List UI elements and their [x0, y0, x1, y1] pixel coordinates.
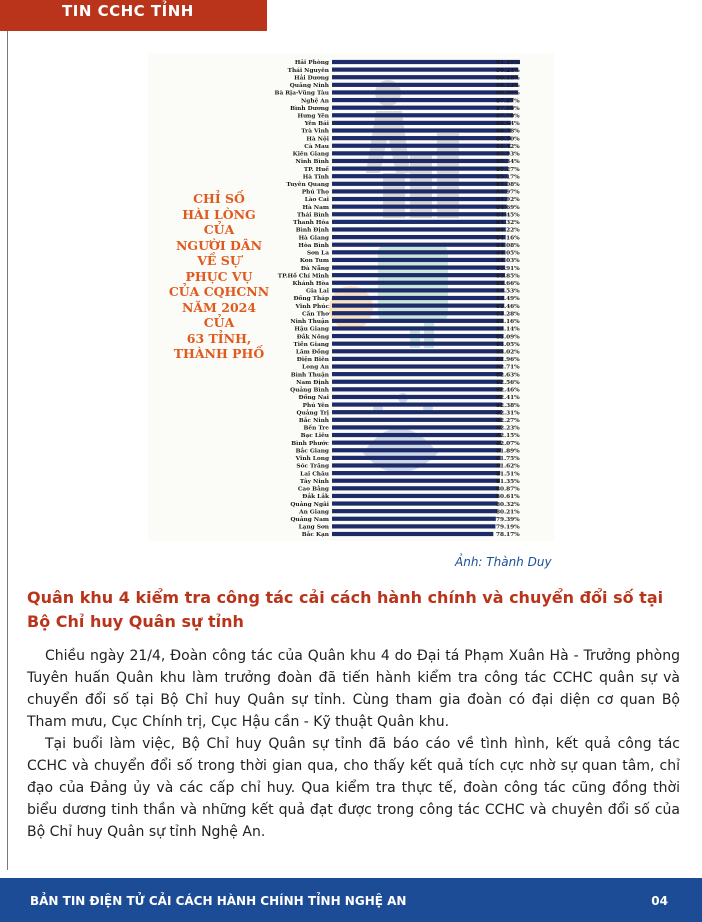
chart-bar [332, 448, 501, 452]
value-label: 83.16% [496, 319, 520, 326]
chart-bar [332, 121, 511, 125]
category-label: Hà Nam [302, 204, 329, 211]
value-label: 91.10% [496, 60, 520, 67]
value-label: 84.08% [496, 242, 520, 249]
chart-title-line: CỦA [203, 222, 235, 237]
category-label: Thanh Hóa [293, 220, 329, 227]
value-label: 87.87% [496, 98, 520, 105]
value-label: 85.17% [496, 174, 520, 181]
chart-title-line: NGƯỜI DÂN [175, 237, 263, 253]
value-label: 82.41% [496, 395, 520, 402]
category-label: Lâm Đồng [295, 349, 329, 356]
category-label: Lạng Sơn [298, 524, 329, 531]
chart-bar [332, 334, 503, 338]
chart-title-line: CHỈ SỐ [193, 191, 245, 206]
category-label: Cà Mau [304, 143, 329, 150]
chart-bar [332, 410, 502, 414]
category-label: Yên Bái [304, 121, 329, 128]
category-label: Hưng Yên [297, 113, 329, 120]
chart-bar [332, 83, 520, 90]
value-label: 82.63% [496, 372, 520, 379]
value-label: 84.69% [496, 204, 520, 211]
value-label: 78.17% [496, 532, 520, 539]
value-label: 84.22% [496, 227, 520, 234]
value-label: 83.14% [496, 326, 520, 333]
value-label: 83.85% [496, 273, 520, 280]
category-label: Quảng Trị [296, 410, 329, 417]
chart-bar [332, 106, 513, 110]
chart-bar [332, 501, 498, 505]
value-label: 86.42% [496, 143, 520, 150]
value-label: 82.46% [496, 387, 520, 394]
category-label: Sơn La [306, 250, 329, 257]
value-label: 86.58% [496, 128, 520, 135]
article-headline: Quân khu 4 kiểm tra công tác cải cách hành chính và chuyển đổi số tại Bộ Chỉ huy Quân sự tỉnh [27, 588, 664, 631]
value-label: 80.21% [496, 509, 520, 516]
value-label: 81.35% [496, 478, 520, 485]
category-label: Nghệ An [301, 98, 329, 105]
chart-bar [332, 357, 503, 361]
category-label: Phú Thọ [301, 189, 329, 196]
chart-bar [332, 288, 504, 292]
category-label: Long An [302, 364, 329, 371]
value-label: 83.46% [496, 303, 520, 310]
value-label: 83.91% [496, 265, 520, 272]
chart-bar [332, 433, 502, 437]
value-label: 82.27% [496, 418, 520, 425]
value-label: 86.64% [496, 121, 520, 128]
chart-bar [332, 220, 506, 224]
chart-bar [332, 494, 498, 498]
footer-title: BẢN TIN ĐIỆN TỬ CẢI CÁCH HÀNH CHÍNH TỈNH NGHỆ AN [30, 894, 407, 908]
chart-bar [332, 166, 508, 170]
value-label: 80.32% [496, 501, 520, 508]
value-label: 83.49% [496, 296, 520, 303]
chart-bar [332, 144, 510, 148]
chart-bar [332, 273, 505, 277]
chart-bar [332, 532, 493, 536]
page-number: 04 [651, 894, 668, 908]
category-label: Bình Thuận [290, 372, 329, 379]
value-label: 84.16% [496, 235, 520, 242]
category-label: Bắc Giang [295, 448, 329, 455]
category-label: Bạc Liêu [300, 433, 329, 440]
category-label: Hậu Giang [294, 326, 329, 333]
value-label: 82.31% [496, 410, 520, 417]
value-label: 83.09% [496, 334, 520, 341]
value-label: 85.27% [496, 166, 520, 173]
category-label: Bắc Kạn [301, 532, 329, 539]
category-label: Gia Lai [306, 288, 329, 295]
chart-bar [332, 342, 503, 346]
value-label: 83.66% [496, 280, 520, 287]
chart-bar [332, 243, 506, 247]
satisfaction-bar-chart [148, 53, 554, 541]
value-label: 87.80% [496, 105, 520, 112]
footer-bar [0, 878, 702, 922]
value-label: 90.09% [496, 90, 520, 97]
chart-bar [332, 98, 513, 102]
value-label: 85.34% [496, 159, 520, 166]
chart-bar [332, 471, 500, 475]
chart-bar [332, 60, 520, 67]
category-label: Vĩnh Long [295, 456, 329, 463]
chart-bar [332, 524, 495, 528]
chart-bar [332, 326, 504, 330]
category-label: Bình Dương [290, 105, 329, 112]
infographic-figure [148, 53, 554, 541]
chart-bar [332, 372, 503, 376]
value-label: 82.15% [496, 433, 520, 440]
category-label: Thái Bình [296, 212, 329, 219]
category-label: Bà Rịa-Vũng Tàu [274, 90, 329, 97]
chart-bar [332, 182, 508, 186]
section-label: TIN CCHC TỈNH [62, 2, 194, 20]
value-label: 81.51% [496, 471, 520, 478]
category-label: Cần Thơ [302, 311, 329, 318]
category-label: Đắk Lắk [302, 494, 329, 501]
category-label: Hải Dương [294, 75, 329, 82]
chart-bar [332, 418, 502, 422]
category-label: Đồng Nai [298, 395, 329, 402]
value-label: 80.61% [496, 494, 520, 501]
chart-bar [332, 68, 518, 72]
category-label: Bắc Ninh [298, 418, 329, 425]
category-label: Đà Nẵng [300, 265, 329, 272]
category-label: Bình Định [295, 227, 329, 234]
category-label: Tuyên Quang [286, 182, 329, 189]
category-label: TP. Huế [303, 166, 329, 173]
value-label: 84.05% [496, 250, 520, 257]
category-label: Hòa Bình [298, 242, 329, 249]
value-label: 90.23% [496, 67, 520, 74]
chart-title-line: VỀ SỰ [197, 253, 241, 268]
category-label: Quảng Bình [290, 387, 329, 394]
category-label: Ninh Bình [295, 159, 329, 166]
chart-bar [332, 463, 500, 467]
value-label: 81.89% [496, 448, 520, 455]
chart-bar [332, 151, 509, 155]
chart-bar [332, 304, 504, 308]
value-label: 84.32% [496, 220, 520, 227]
chart-bar [332, 75, 520, 82]
category-label: Khánh Hòa [292, 280, 329, 287]
value-label: 85.93% [496, 151, 520, 158]
category-label: Đồng Tháp [293, 296, 329, 303]
left-border-line [7, 30, 8, 870]
category-label: Tây Ninh [299, 478, 329, 485]
chart-bar [332, 517, 496, 521]
category-label: Điện Biên [296, 357, 329, 364]
chart-bar [332, 387, 502, 391]
category-label: Lào Cai [304, 197, 329, 204]
category-label: Hà Nội [306, 136, 329, 143]
chart-bar [332, 235, 506, 239]
value-label: 80.87% [496, 486, 520, 493]
chart-bar [332, 296, 504, 300]
value-label: 84.92% [496, 197, 520, 204]
chart-bar [332, 250, 505, 254]
category-label: Lai Châu [300, 471, 329, 478]
chart-bar [332, 402, 502, 406]
chart-title-line: CỦA [203, 315, 235, 330]
article-paragraph: Chiều ngày 21/4, Đoàn công tác của Quân khu 4 do Đại tá Phạm Xuân Hà - Trưởng phòng Tuyên huấn Quân khu làm trưởng đoàn đã tiến hành kiểm tra công tác CCHC quân sự và chuyển đổi số tại Bộ Chỉ huy Quân sự tỉnh. Cùng tham gia đoàn có đại diện cơ quan Bộ Tham mưu, Cục Chính trị, Cục Hậu cần - Kỹ thuật Quân khu. [27, 648, 680, 730]
value-label: 82.56% [496, 379, 520, 386]
photo-caption: Ảnh: Thành Duy [455, 555, 552, 569]
value-label: 83.02% [496, 349, 520, 356]
chart-bar [332, 311, 504, 315]
category-label: Phú Yên [302, 402, 329, 409]
value-label: 82.07% [496, 440, 520, 447]
chart-bar [332, 136, 511, 140]
category-label: Quảng Ngãi [290, 501, 329, 508]
category-label: Hà Giang [298, 235, 329, 242]
category-label: Đắk Nông [296, 334, 329, 341]
value-label: 82.71% [496, 364, 520, 371]
chart-bar [332, 349, 503, 353]
value-label: 84.97% [496, 189, 520, 196]
value-label: 90.18% [496, 75, 520, 82]
category-label: Tiền Giang [293, 341, 329, 348]
value-label: 90.12% [496, 83, 520, 90]
chart-bar [332, 425, 502, 429]
value-label: 79.39% [496, 516, 520, 523]
category-label: Hải Phòng [294, 60, 329, 67]
category-label: TP.Hồ Chí Minh [277, 273, 329, 280]
value-label: 83.53% [496, 288, 520, 295]
article-paragraph: Tại buổi làm việc, Bộ Chỉ huy Quân sự tỉnh đã báo cáo về tình hình, kết quả công tác CCHC và chuyển đổi số trong thời gian qua, cho thấy kết quả tích cực nhờ sự quan tâm, chỉ đạo của Đảng ủy và các cấp chỉ huy. Qua kiểm tra thực tế, đoàn công tác cũng đồng thời biểu dương tinh thần và những kết quả đạt được trong công tác CCHC và chuyên đổi số của Bộ Chỉ huy Quân sự tỉnh Nghệ An. [27, 736, 680, 840]
value-label: 83.28% [496, 311, 520, 318]
chart-bar [332, 395, 502, 399]
chart-bar [332, 205, 507, 209]
category-label: Quảng Ninh [289, 83, 329, 90]
value-label: 85.08% [496, 182, 520, 189]
category-label: Sóc Trăng [296, 463, 329, 470]
chart-bar [332, 486, 499, 490]
value-label: 83.05% [496, 341, 520, 348]
chart-bar [332, 479, 500, 483]
chart-bar [332, 265, 505, 269]
category-label: An Giang [299, 509, 329, 516]
chart-bar [332, 364, 503, 368]
section-tag [0, 0, 267, 31]
value-label: 82.96% [496, 357, 520, 364]
value-label: 81.75% [496, 456, 520, 463]
chart-title-line: THÀNH PHỐ [173, 346, 265, 361]
chart-bar [332, 380, 502, 384]
chart-bar [332, 441, 501, 445]
chart-bar [332, 113, 513, 117]
category-label: Cao Bằng [297, 486, 329, 493]
category-label: Kon Tum [299, 258, 329, 265]
value-label: 84.45% [496, 212, 520, 219]
chart-bar [332, 281, 505, 285]
category-label: Bình Phước [291, 440, 329, 447]
chart-bar [332, 90, 518, 94]
chart-bar [332, 189, 507, 193]
value-label: 81.62% [496, 463, 520, 470]
value-label: 82.38% [496, 402, 520, 409]
chart-title-line: HÀI LÒNG [182, 206, 256, 222]
chart-bar [332, 509, 498, 513]
value-label: 79.19% [496, 524, 520, 531]
chart-bar [332, 227, 506, 231]
chart-bar [332, 456, 501, 460]
category-label: Kiên Giang [292, 151, 329, 158]
category-label: Vĩnh Phúc [295, 303, 329, 310]
category-label: Hà Tĩnh [302, 174, 329, 181]
category-label: Thái Nguyên [287, 67, 329, 74]
chart-title-line: PHỤC VỤ [185, 268, 253, 284]
chart-bar [332, 128, 511, 132]
chart-bar [332, 319, 504, 323]
chart-title-line: CỦA CQHCNN [168, 284, 270, 299]
chart-bar [332, 197, 507, 201]
category-label: Ninh Thuận [290, 319, 329, 326]
chart-bar [332, 174, 508, 178]
category-label: Quảng Nam [290, 516, 329, 523]
value-label: 86.50% [496, 136, 520, 143]
category-label: Trà Vinh [301, 128, 329, 135]
category-label: Nam Định [296, 379, 329, 386]
category-label: Bến Tre [303, 425, 329, 432]
value-label: 87.70% [496, 113, 520, 120]
value-label: 82.23% [496, 425, 520, 432]
chart-bar [332, 159, 508, 163]
chart-bar [332, 212, 506, 216]
chart-title-line: 63 TỈNH, [186, 330, 252, 346]
article-body [27, 645, 680, 843]
value-label: 84.03% [496, 258, 520, 265]
chart-title-line: NĂM 2024 [181, 299, 257, 315]
chart-bar [332, 258, 505, 262]
